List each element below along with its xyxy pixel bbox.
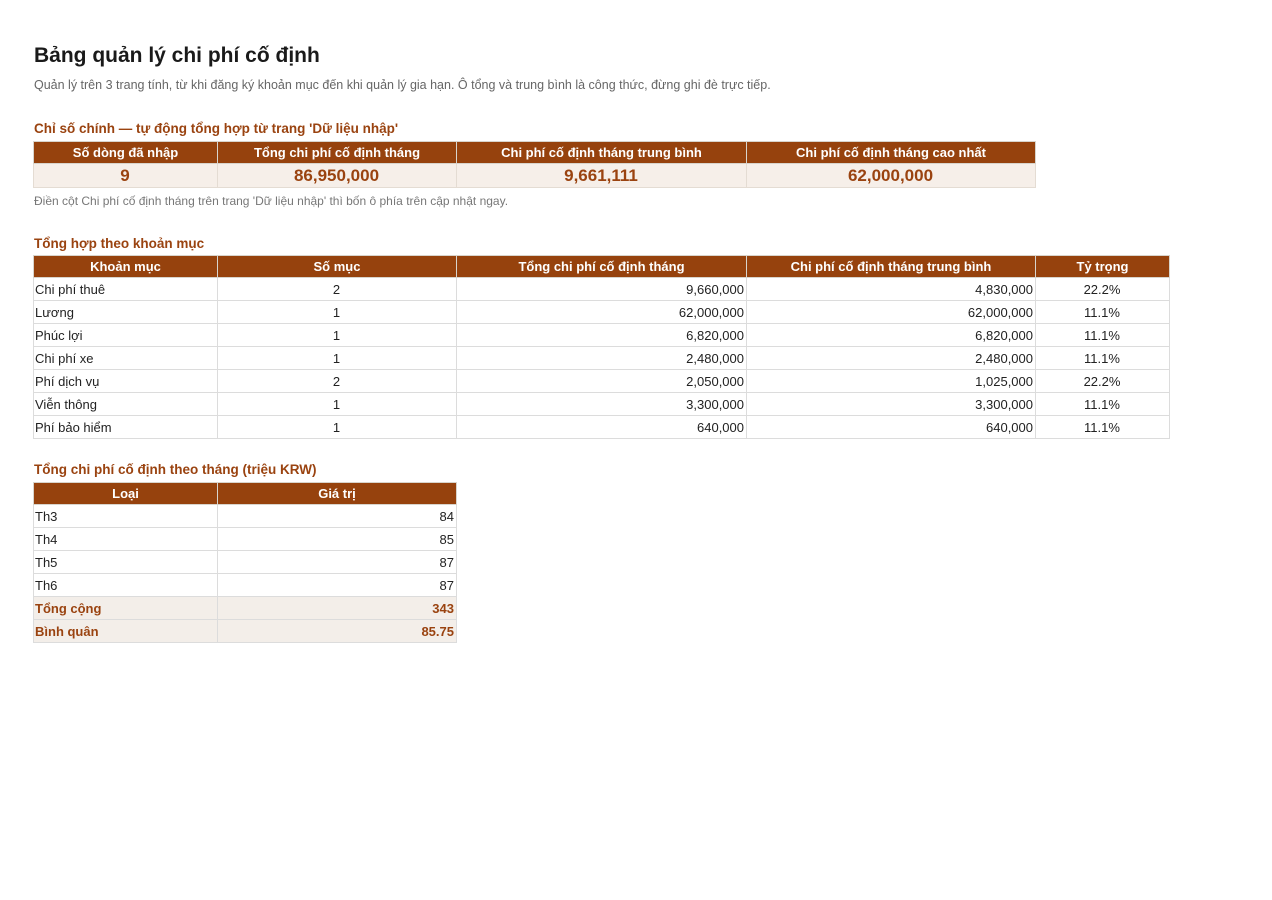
table-row [34,278,1170,301]
category-average[interactable]: 3,300,000 [747,393,1036,416]
category-count[interactable]: 1 [218,301,457,324]
category-count[interactable]: 1 [218,324,457,347]
month-value[interactable]: 87 [218,574,457,597]
month-value[interactable]: 85 [218,528,457,551]
table-row [34,301,1170,324]
category-share[interactable]: 11.1% [1036,393,1170,416]
table-row [34,416,1170,439]
table-row [34,393,1170,416]
category-share[interactable]: 22.2% [1036,370,1170,393]
month-header-type: Loại [34,483,218,505]
month-header-row [34,483,457,505]
category-table [33,255,1170,439]
month-label[interactable]: Th6 [34,574,218,597]
kpi-value-total-monthly[interactable]: 86,950,000 [218,164,457,188]
category-total[interactable]: 2,050,000 [457,370,747,393]
table-row [34,370,1170,393]
category-average[interactable]: 6,820,000 [747,324,1036,347]
category-average[interactable]: 1,025,000 [747,370,1036,393]
category-section-title: Tổng hợp theo khoản mục [34,236,205,251]
category-name[interactable]: Phúc lợi [34,324,218,347]
table-row [34,324,1170,347]
kpi-header-rows-entered: Số dòng đã nhập [34,142,218,164]
page-subtitle: Quản lý trên 3 trang tính, từ khi đăng ký khoản mục đến khi quản lý gia hạn. Ô tổng và trung bình là công thức, đừng ghi đè trực tiếp. [34,78,771,92]
month-label[interactable]: Th5 [34,551,218,574]
category-header-share: Tỷ trọng [1036,256,1170,278]
category-count[interactable]: 2 [218,278,457,301]
category-name[interactable]: Chi phí xe [34,347,218,370]
kpi-header-average-monthly: Chi phí cố định tháng trung bình [457,142,747,164]
category-header-row [34,256,1170,278]
category-total[interactable]: 9,660,000 [457,278,747,301]
table-row [34,528,457,551]
category-share[interactable]: 11.1% [1036,301,1170,324]
month-table [33,482,457,643]
category-average[interactable]: 62,000,000 [747,301,1036,324]
category-name[interactable]: Lương [34,301,218,324]
category-header-average: Chi phí cố định tháng trung bình [747,256,1036,278]
category-total[interactable]: 3,300,000 [457,393,747,416]
month-label[interactable]: Th3 [34,505,218,528]
total-value[interactable]: 343 [218,597,457,620]
category-share[interactable]: 11.1% [1036,347,1170,370]
average-value[interactable]: 85.75 [218,620,457,643]
month-section-title: Tổng chi phí cố định theo tháng (triệu KRW) [34,462,317,477]
month-label[interactable]: Th4 [34,528,218,551]
average-label[interactable]: Bình quân [34,620,218,643]
table-row [34,551,457,574]
kpi-value-rows-entered[interactable]: 9 [34,164,218,188]
category-share[interactable]: 11.1% [1036,416,1170,439]
kpi-header-row [34,142,1036,164]
kpi-header-total-monthly: Tổng chi phí cố định tháng [218,142,457,164]
category-name[interactable]: Phí bảo hiểm [34,416,218,439]
category-name[interactable]: Chi phí thuê [34,278,218,301]
category-total[interactable]: 2,480,000 [457,347,747,370]
category-count[interactable]: 1 [218,416,457,439]
month-header-value: Giá trị [218,483,457,505]
kpi-value-row [34,164,1036,188]
kpi-section-title: Chỉ số chính — tự động tổng hợp từ trang 'Dữ liệu nhập' [34,121,399,136]
category-name[interactable]: Viễn thông [34,393,218,416]
category-name[interactable]: Phí dịch vụ [34,370,218,393]
kpi-value-average-monthly[interactable]: 9,661,111 [457,164,747,188]
category-average[interactable]: 4,830,000 [747,278,1036,301]
category-average[interactable]: 640,000 [747,416,1036,439]
average-row [34,620,457,643]
page-title: Bảng quản lý chi phí cố định [34,44,320,67]
category-average[interactable]: 2,480,000 [747,347,1036,370]
month-value[interactable]: 84 [218,505,457,528]
category-total[interactable]: 640,000 [457,416,747,439]
category-share[interactable]: 22.2% [1036,278,1170,301]
total-row [34,597,457,620]
category-total[interactable]: 62,000,000 [457,301,747,324]
category-count[interactable]: 2 [218,370,457,393]
kpi-value-max-monthly[interactable]: 62,000,000 [747,164,1036,188]
month-value[interactable]: 87 [218,551,457,574]
category-count[interactable]: 1 [218,347,457,370]
category-header-count: Số mục [218,256,457,278]
category-header-item: Khoản mục [34,256,218,278]
table-row [34,505,457,528]
table-row [34,574,457,597]
category-total[interactable]: 6,820,000 [457,324,747,347]
kpi-note: Điền cột Chi phí cố định tháng trên trang 'Dữ liệu nhập' thì bốn ô phía trên cập nhật ngay. [34,194,509,208]
total-label[interactable]: Tổng cộng [34,597,218,620]
table-row [34,347,1170,370]
category-header-total: Tổng chi phí cố định tháng [457,256,747,278]
kpi-header-max-monthly: Chi phí cố định tháng cao nhất [747,142,1036,164]
kpi-table [33,141,1036,188]
category-share[interactable]: 11.1% [1036,324,1170,347]
category-count[interactable]: 1 [218,393,457,416]
